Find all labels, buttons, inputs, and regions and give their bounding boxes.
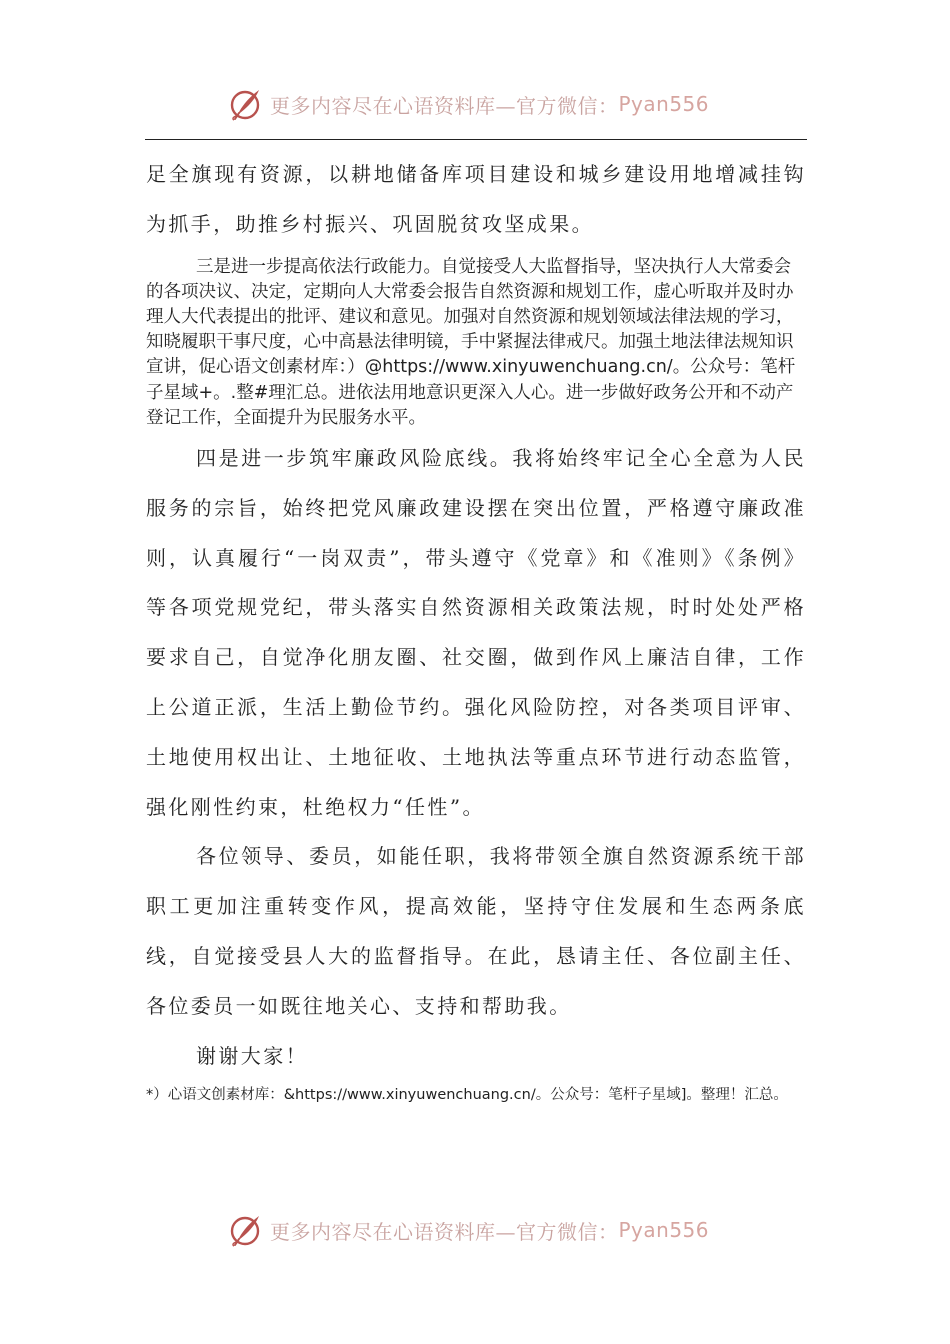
header-divider [145,139,807,140]
banner-wechat-id: Pyan556 [618,1218,710,1242]
paragraph-continuation: 足全旗现有资源，以耕地储备库项目建设和城乡建设用地增减挂钩为抓手，助推乡村振兴、巩固脱贫攻坚成果。 [146,162,806,236]
quill-logo-icon [228,1212,264,1248]
quill-logo-icon [228,86,264,122]
footnote-source: *）心语文创素材库：&https://www.xinyuwenchuang.cn/。公众号：笔杆子星域]。整理！汇总。 [146,1087,788,1104]
paragraph-three: 三是进一步提高依法行政能力。自觉接受人大监督指导，坚决执行人大常委会的各项决议、决定，定期向人大常委会报告自然资源和规划工作，虚心听取并及时办理人大代表提出的批评、建议和意见。加强对自然资源和规划领域法律法规的学习，知晓履职干事尺度，心中高悬法律明镜，手中紧握法律戒尺。加强土地法律法规知识宣讲，促心语文创素材库：）@https://www.xinyuwenchuang.cn/。公众号：笔杆子星域+。.整#理汇总。进依法用地意识更深入人心。进一步做好政务公开和不动产登记工作，全面提升为民服务水平。 [146,256,796,428]
banner-wechat-id: Pyan556 [618,92,710,116]
document-body [146,150,806,1107]
paragraph-four: 四是进一步筑牢廉政风险底线。我将始终牢记全心全意为人民服务的宗旨，始终把党风廉政建设摆在突出位置，严格遵守廉政准则，认真履行“一岗双责”，带头遵守《党章》和《准则》《条例》等各项党规党纪，带头落实自然资源相关政策法规，时时处处严格要求自己，自觉净化朋友圈、社交圈，做到作风上廉洁自律，工作上公道正派，生活上勤俭节约。强化风险防控，对各类项目评审、土地使用权出让、土地征收、土地执法等重点环节进行动态监管，强化刚性约束，杜绝权力“任性”。 [146,446,806,819]
banner-site-text: 更多内容尽在心语资料库—官方微信： [270,93,619,118]
footer-banner [228,1210,748,1250]
paragraph-closing: 各位领导、委员，如能任职，我将带领全旗自然资源系统干部职工更加注重转变作风，提高效能，坚持守住发展和生态两条底线，自觉接受县人大的监督指导。在此，恳请主任、各位副主任、各位委员一如既往地关心、支持和帮助我。 [146,844,806,1018]
header-banner [228,84,748,124]
paragraph-thanks: 谢谢大家！ [196,1043,308,1068]
banner-site-text: 更多内容尽在心语资料库—官方微信： [270,1219,619,1244]
